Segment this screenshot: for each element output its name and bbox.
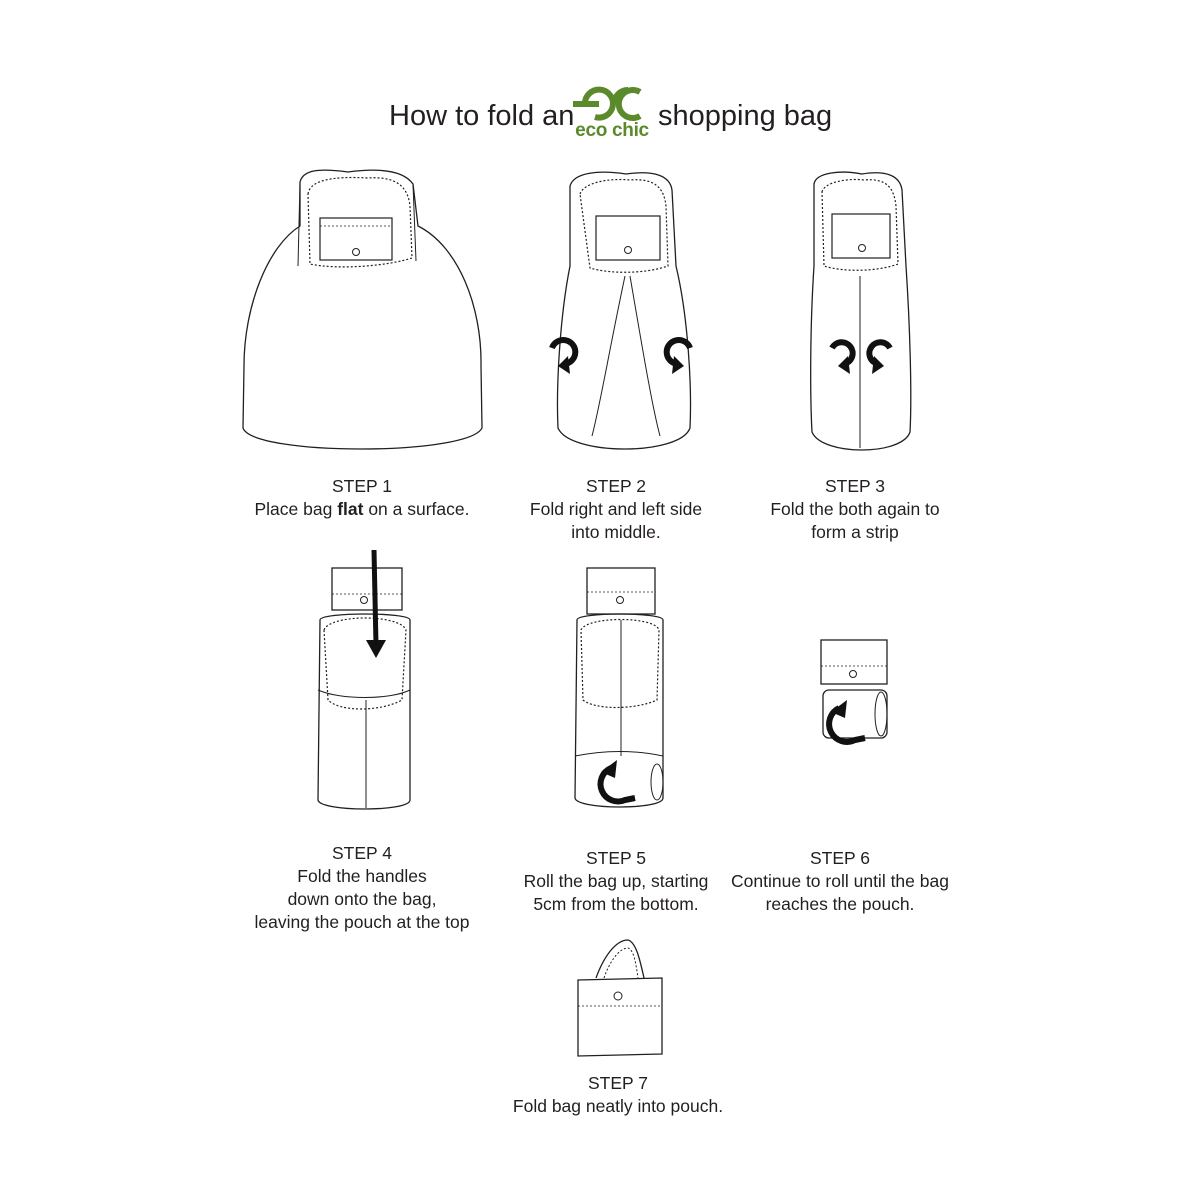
step-4-illustration (310, 550, 420, 815)
step-5-text-line-1: Roll the bag up, starting (523, 871, 709, 891)
step-3-caption (705, 475, 1005, 544)
step-6-illustration (815, 634, 895, 754)
step-7-caption (468, 1072, 768, 1118)
step-3-text-line-2: form a strip (811, 522, 899, 542)
step-4-text-line-2: down onto the bag, (287, 889, 437, 909)
step-3-text-line-1: Fold the both again to (770, 499, 940, 519)
step-4-label: STEP 4 (332, 843, 392, 863)
logo-text: eco chic (575, 120, 649, 141)
bag-strip-icon (802, 166, 922, 466)
folded-pouch-icon (570, 936, 670, 1061)
step-2-text-line-2: into middle. (571, 522, 661, 542)
title-left: How to fold an (389, 100, 575, 132)
step-2-illustration (530, 166, 720, 466)
step-4-text-line-3: leaving the pouch at the top (254, 912, 470, 932)
step-7-illustration (570, 936, 670, 1061)
flat-bag-icon (238, 166, 488, 466)
step-6-label: STEP 6 (810, 848, 870, 868)
rolled-bag-icon (815, 634, 895, 754)
step-7-text-line-1: Fold bag neatly into pouch. (512, 1096, 724, 1116)
step-5-illustration (565, 560, 675, 810)
eco-chic-logo-mark (566, 84, 658, 124)
step-5-label: STEP 5 (586, 848, 646, 868)
step-2-label: STEP 2 (586, 476, 646, 496)
step-1-text: Place bag flat on a surface. (254, 499, 470, 519)
step-6-text-line-1: Continue to roll until the bag (731, 871, 949, 891)
fold-arrow-left-icon (832, 342, 853, 364)
step-7-label: STEP 7 (588, 1073, 648, 1093)
step-4-text-line-1: Fold the handles (297, 866, 427, 886)
step-2-text-line-1: Fold right and left side (529, 499, 703, 519)
step-3-illustration (802, 166, 922, 466)
step-3-label: STEP 3 (825, 476, 885, 496)
step-6-text-line-2: reaches the pouch. (765, 894, 915, 914)
bag-roll-up-icon (565, 560, 675, 810)
step-5-text-line-2: 5cm from the bottom. (533, 894, 699, 914)
eco-chic-logo (566, 84, 658, 146)
handles-fold-down-icon (310, 550, 420, 815)
step-1-illustration (238, 166, 488, 466)
step-6-caption (690, 847, 990, 916)
title-right: shopping bag (658, 100, 833, 132)
fold-arrow-right-icon (869, 342, 890, 364)
arrow-down-icon (374, 550, 376, 645)
step-1-label: STEP 1 (332, 476, 392, 496)
bag-sides-fold-icon (530, 166, 720, 466)
